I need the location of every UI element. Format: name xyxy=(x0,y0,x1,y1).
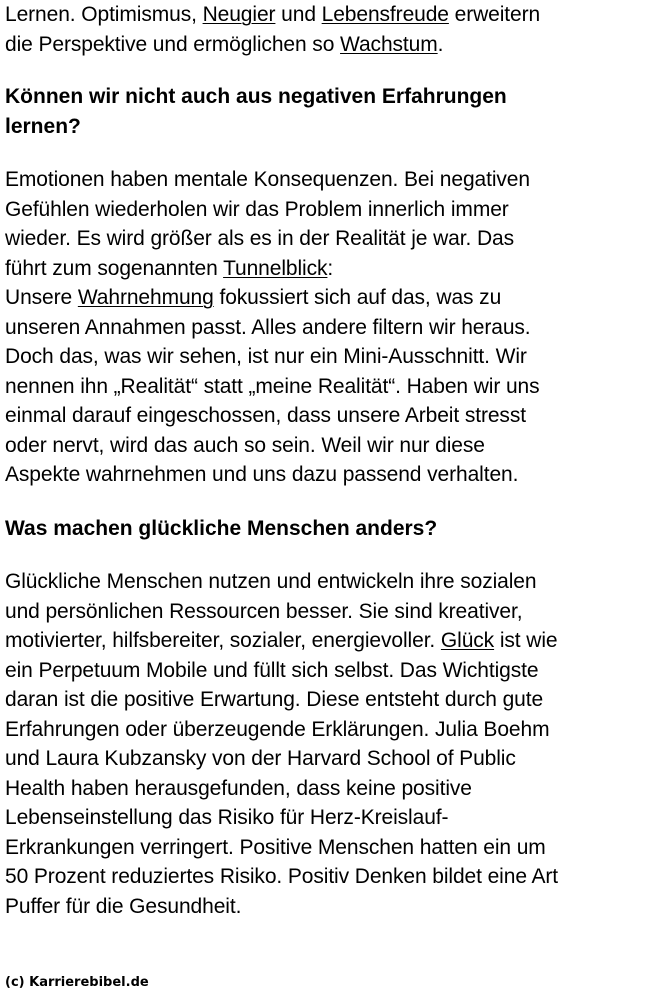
heading-line: lernen? xyxy=(5,114,81,138)
paragraph-gluck xyxy=(5,567,558,921)
text-line: 50 Prozent reduziertes Risiko. Positiv Denken bildet eine Art xyxy=(5,865,559,888)
paragraph-intro xyxy=(5,0,540,59)
text-line: und Laura Kubzansky von der Harvard School of Public xyxy=(5,747,516,770)
text-line: ein Perpetuum Mobile und füllt sich selbst. Das Wichtigste xyxy=(5,658,539,682)
text-line: Lebenseinstellung das Risiko für Herz-Kreislauf- xyxy=(5,806,449,829)
text-line: daran ist die positive Erwartung. Diese entsteht durch gute xyxy=(5,688,544,711)
text-line: unseren Annahmen passt. Alles andere filtern wir heraus. xyxy=(5,315,531,339)
link-neugier[interactable]: Neugier xyxy=(202,3,276,26)
text-span: die Perspektive und ermöglichen so xyxy=(5,32,341,56)
copyright-notice: (c) Karrierebibel.de xyxy=(5,975,149,990)
text-line: Erfahrungen oder überzeugende Erklärungen. Julia Boehm xyxy=(5,717,550,741)
text-line: Puffer für die Gesundheit. xyxy=(5,894,242,918)
text-span: . xyxy=(437,32,444,56)
heading-gluckliche-menschen xyxy=(5,514,437,544)
text-line: nennen ihn „Realität“ statt „meine Realität“. Haben wir uns xyxy=(5,374,540,398)
text-line: Glückliche Menschen nutzen und entwickeln ihre sozialen xyxy=(5,570,537,593)
heading-line: Was machen glückliche Menschen anders? xyxy=(5,517,438,540)
link-wahrnehmung[interactable]: Wahrnehmung xyxy=(77,286,214,309)
link-wachstum[interactable]: Wachstum xyxy=(340,32,438,56)
text-span: Lernen. Optimismus, xyxy=(5,3,203,26)
link-tunnelblick[interactable]: Tunnelblick xyxy=(223,256,328,280)
heading-negative-erfahrungen xyxy=(5,82,507,141)
text-line: Gefühlen wiederholen wir das Problem innerlich immer xyxy=(5,197,509,221)
text-line: Aspekte wahrnehmen und uns dazu passend verhalten. xyxy=(5,463,519,486)
text-span: motivierter, hilfsbereiter, sozialer, energievoller. xyxy=(5,629,441,652)
text-line: Erkrankungen verringert. Positive Menschen hatten ein um xyxy=(5,835,546,859)
text-line: Emotionen haben mentale Konsequenzen. Bei negativen xyxy=(5,168,530,191)
text-line: einmal darauf eingeschossen, dass unsere Arbeit stresst xyxy=(5,404,526,427)
text-span: fokussiert sich auf das, was zu xyxy=(213,286,502,309)
text-line xyxy=(5,283,540,313)
text-span: führt zum sogenannten xyxy=(5,256,224,280)
text-line xyxy=(5,254,540,284)
heading-line: Können wir nicht auch aus negativen Erfahrungen xyxy=(5,85,507,108)
text-line xyxy=(5,0,540,30)
link-gluck[interactable]: Glück xyxy=(440,629,495,652)
paragraph-tunnelblick xyxy=(5,165,540,490)
text-line xyxy=(5,626,558,656)
text-line xyxy=(5,30,540,60)
text-line: wieder. Es wird größer als es in der Realität je war. Das xyxy=(5,227,515,250)
text-line: Doch das, was wir sehen, ist nur ein Mini-Ausschnitt. Wir xyxy=(5,345,527,368)
link-lebensfreude[interactable]: Lebensfreude xyxy=(321,3,449,26)
text-line: und persönlichen Ressourcen besser. Sie sind kreativer, xyxy=(5,599,523,623)
text-line: Health haben herausgefunden, dass keine positive xyxy=(5,776,472,800)
text-span: erweitern xyxy=(448,3,541,26)
text-span: und xyxy=(275,3,322,26)
text-span: ist wie xyxy=(494,629,558,652)
text-line: oder nervt, wird das auch so sein. Weil wir nur diese xyxy=(5,433,485,457)
text-span: : xyxy=(327,256,334,280)
text-span: Unsere xyxy=(5,286,78,309)
